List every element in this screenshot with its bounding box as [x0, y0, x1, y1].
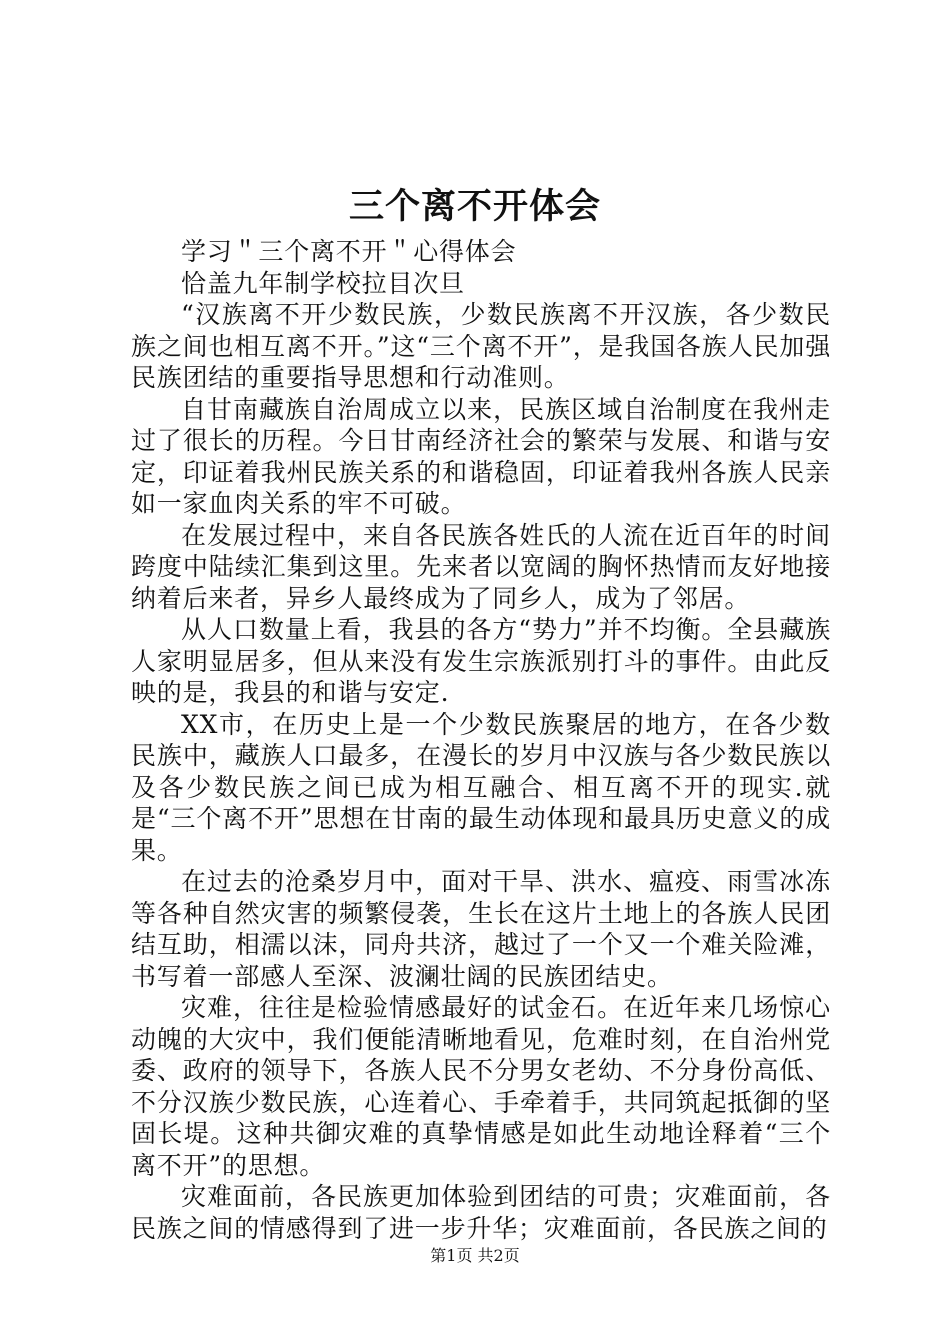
- body-paragraph: 灾难，往往是检验情感最好的试金石。在近年来几场惊心动魄的大灾中，我们便能清晰地看见，危难时刻，在自治州党委、政府的领导下，各族人民不分男女老幼、不分身份高低、不分汉族少数民族，心连着心、手牵着手，共同筑起抵御的坚固长堤。这种共御灾难的真挚情感是如此生动地诠释着“三个离不开”的思想。: [131, 993, 831, 1180]
- document-title: 三个离不开体会: [348, 186, 601, 227]
- author-paragraph: 恰盖九年制学校拉目次旦: [181, 268, 465, 298]
- body-paragraph: “汉族离不开少数民族，少数民族离不开汉族，各少数民族之间也相互离不开。”这“三个离不开”，是我国各族人民加强民族团结的重要指导思想和行动准则。: [131, 300, 831, 392]
- subtitle-paragraph: 学习＂三个离不开＂心得体会: [181, 237, 517, 266]
- body-paragraph: XX市，在历史上是一个少数民族聚居的地方，在各少数民族中，藏族人口最多，在漫长的岁月中汉族与各少数民族以及各少数民族之间已成为相互融合、相互离不开的现实.就是“三个离不开”思想在甘南的最生动体现和最具历史意义的成果。: [131, 709, 831, 865]
- body-paragraph: 在过去的沧桑岁月中，面对干旱、洪水、瘟疫、雨雪冰冻等各种自然灾害的频繁侵袭，生长在这片土地上的各族人民团结互助，相濡以沫，同舟共济，越过了一个又一个难关险滩，书写着一部感人至深、波澜壮阔的民族团结史。: [131, 867, 831, 991]
- page-footer: 第1页 共2页: [430, 1246, 520, 1265]
- document-body: [131, 236, 831, 1244]
- body-paragraph: 自甘南藏族自治周成立以来，民族区域自治制度在我州走过了很长的历程。今日甘南经济社会的繁荣与发展、和谐与安定，印证着我州民族关系的和谐稳固，印证着我州各族人民亲如一家血肉关系的牢不可破。: [131, 394, 831, 518]
- body-paragraph: 在发展过程中，来自各民族各姓氏的人流在近百年的时间跨度中陆续汇集到这里。先来者以宽阔的胸怀热情而友好地接纳着后来者，异乡人最终成为了同乡人，成为了邻居。: [131, 520, 831, 613]
- body-paragraph: 从人口数量上看，我县的各方“势力”并不均衡。全县藏族人家明显居多，但从来没有发生宗族派别打斗的事件。由此反映的是，我县的和谐与安定.: [131, 615, 831, 707]
- body-paragraph: 灾难面前，各民族更加体验到团结的可贵；灾难面前，各民族之间的情感得到了进一步升华；灾难面前，各民族之间的: [131, 1182, 831, 1243]
